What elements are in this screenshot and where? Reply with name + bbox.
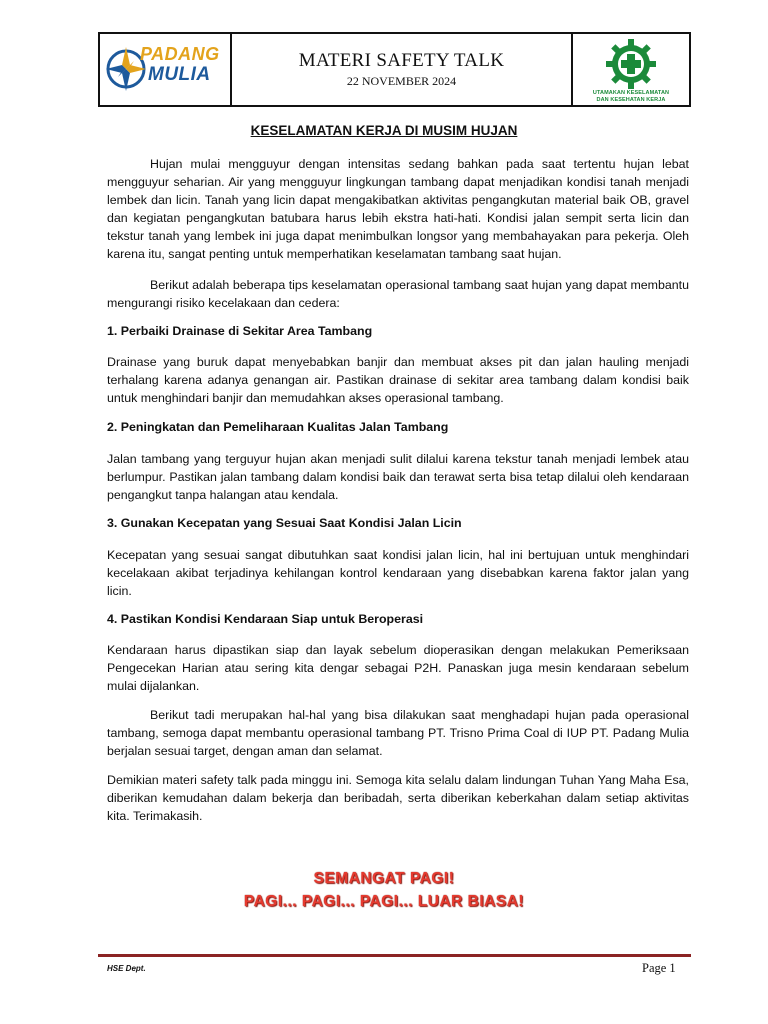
footer-dept: HSE Dept.: [107, 964, 146, 973]
footer-divider: [98, 954, 691, 957]
tip-3-body: Kecepatan yang sesuai sangat dibutuhkan saat kondisi jalan licin, hal ini bertujuan untuk menghindari kecelakaan akibat terjadinya kehilangan kontrol kendaraan yang disebabkan karena faktor jalan yang licin.: [107, 548, 689, 598]
tip-4-title: 4. Pastikan Kondisi Kendaraan Siap untuk Beroperasi: [107, 612, 424, 626]
article-heading: KESELAMATAN KERJA DI MUSIM HUJAN: [250, 123, 518, 138]
slogan-line-1: SEMANGAT PAGI!: [313, 870, 455, 887]
tip-1-body: Drainase yang buruk dapat menyebabkan banjir dan membuat akses pit dan jalan hauling menjadi terhalang karena adanya genangan air. Pastikan drainase di sekitar area tambang dalam kondisi baik untuk menghindari banjir dan memudahkan akses operasional tambang.: [107, 355, 689, 405]
intro-paragraph: Hujan mulai mengguyur dengan intensitas sedang bahkan pada saat tertentu hujan lebat mengguyur seharian. Air yang mengguyur lingkungan tambang dapat menjadikan kondisi tanah menjadi lembek dan licin. Tanah yang licin dapat mengakibatkan aktivitas pengangkutan material baik OB, gravel dan kegiatan pengangkutan batubara harus lebih ekstra hati-hati. Kondisi jalan sempit serta licin dan tekstur tanah yang lembek ini juga dapat menimbulkan longsor yang membahayakan para pekerja. Oleh karena itu, sangat penting untuk memperhatikan keselamatan tambang saat hujan.: [107, 157, 689, 261]
tips-intro-paragraph: Berikut adalah beberapa tips keselamatan operasional tambang saat hujan yang dapat membantu mengurangi risiko kecelakaan dan cedera:: [107, 278, 689, 310]
tip-1-title: 1. Perbaiki Drainase di Sekitar Area Tambang: [107, 324, 373, 338]
document-header: [98, 32, 691, 107]
tip-4-body: Kendaraan harus dipastikan siap dan layak sebelum dioperasikan dengan melakukan Pemeriksaan Pengecekan Harian atau sering kita dengar sebagai P2H. Panaskan juga mesin kendaraan sebelum mulai dijalankan.: [107, 643, 689, 693]
header-title-cell: [232, 34, 571, 105]
page-number: Page 1: [642, 961, 676, 975]
gear-cross-icon: [605, 38, 657, 90]
logo-text-mulia: MULIA: [148, 64, 211, 85]
logo-text-padang: PADANG: [140, 44, 220, 64]
slogan-line-2: PAGI... PAGI... PAGI... LUAR BIASA!: [243, 893, 525, 910]
k3-logo-line-2: DAN KESEHATAN KERJA: [596, 97, 666, 103]
document-date: 22 NOVEMBER 2024: [346, 74, 457, 88]
company-logo-padang-mulia: [100, 34, 232, 105]
tip-2-body: Jalan tambang yang terguyur hujan akan menjadi sulit dilalui karena tekstur tanah menjadi lembek atau berlumpur. Pastikan jalan tambang dalam kondisi baik dan terawat serta bisa tetap dilalui oleh kendaraan pengangkut tanpa halangan atau kendala.: [107, 452, 689, 502]
k3-logo: [571, 34, 689, 105]
closing-paragraph: Demikian materi safety talk pada minggu ini. Semoga kita selalu dalam lindungan Tuhan Yang Maha Esa, diberikan kemudahan dalam bekerja dan beribadah, serta diberikan keberkahan dalam setiap aktivitas kita. Terimakasih.: [107, 773, 689, 823]
summary-paragraph: Berikut tadi merupakan hal-hal yang bisa dilakukan saat menghadapi hujan pada operasional tambang, semoga dapat membantu operasional tambang PT. Trisno Prima Coal di IUP PT. Padang Mulia berjalan sesuai target, dengan aman dan selamat.: [107, 708, 689, 758]
tip-3-title: 3. Gunakan Kecepatan yang Sesuai Saat Kondisi Jalan Licin: [107, 516, 462, 530]
k3-logo-line-1: UTAMAKAN KESELAMATAN: [592, 90, 670, 96]
tip-2-title: 2. Peningkatan dan Pemeliharaan Kualitas Jalan Tambang: [107, 420, 449, 434]
document-title: MATERI SAFETY TALK: [298, 50, 505, 71]
